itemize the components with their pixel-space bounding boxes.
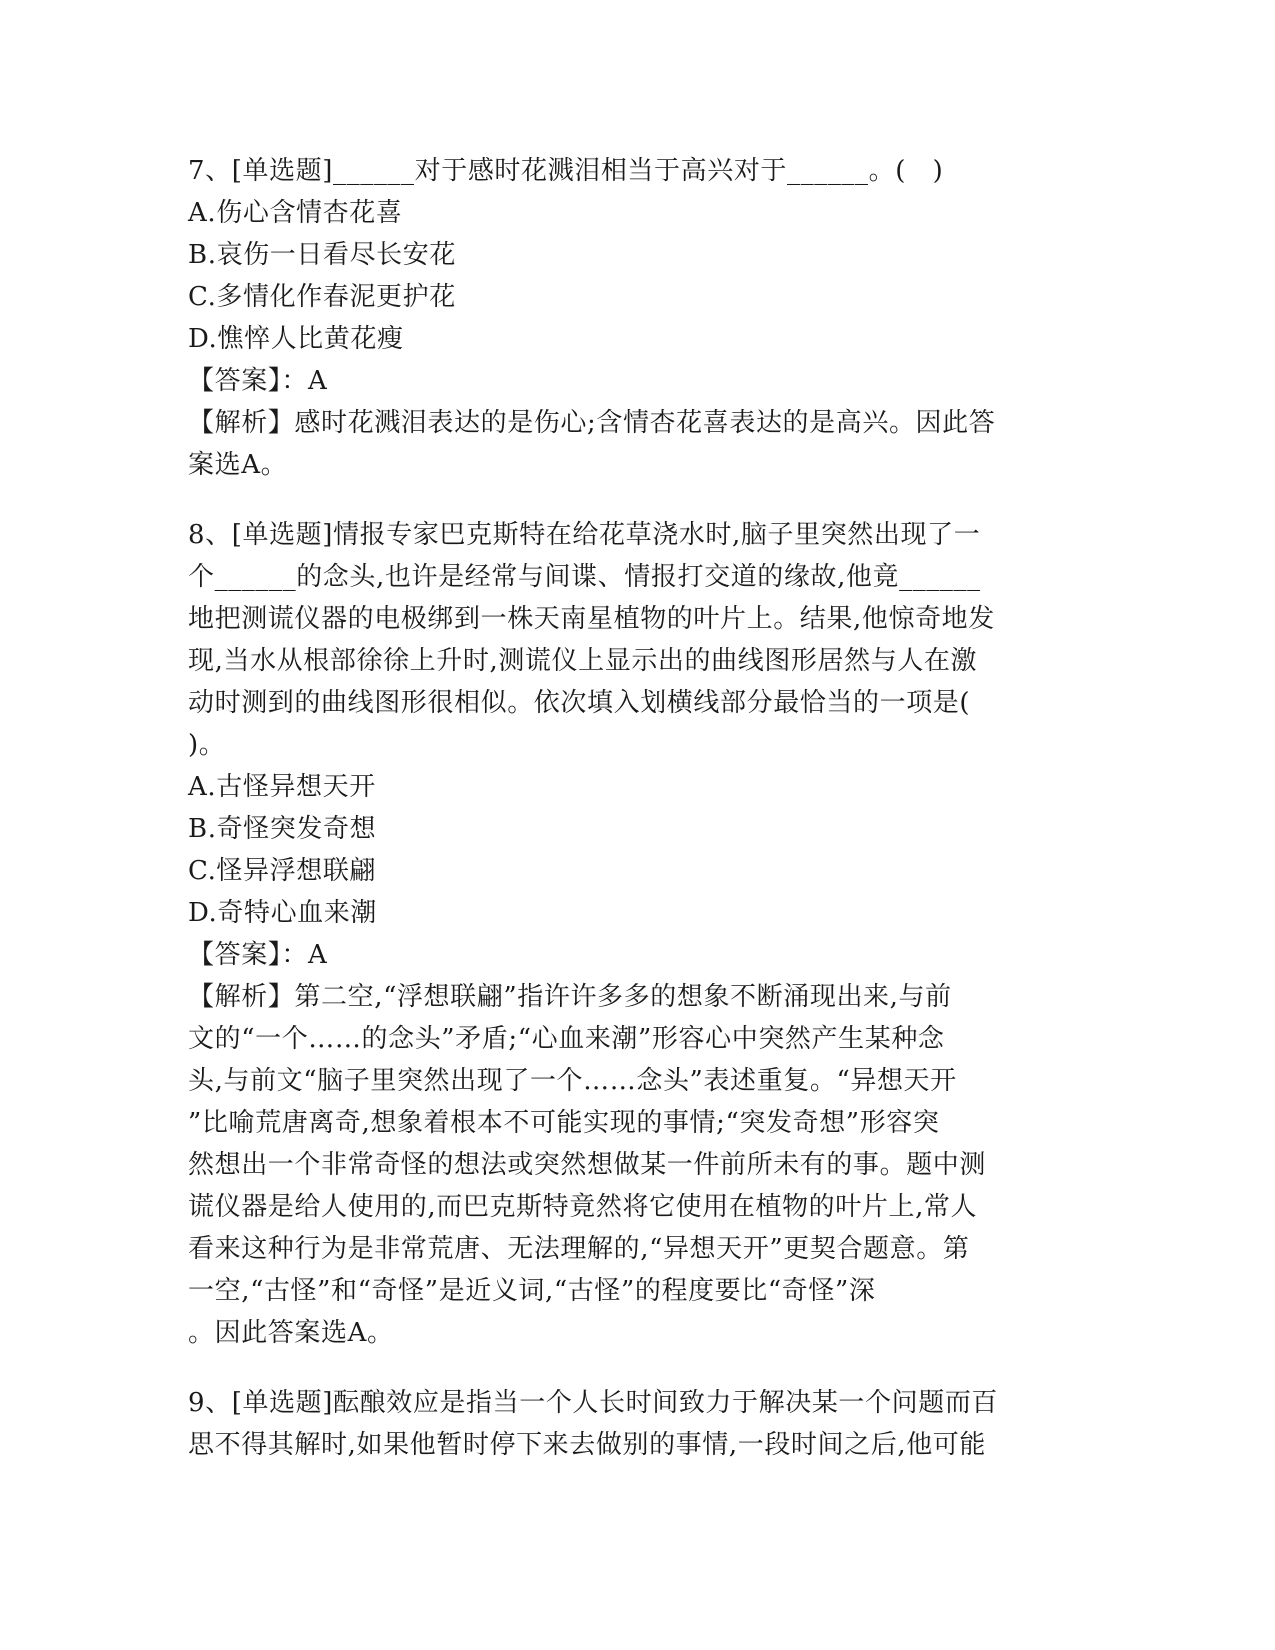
analysis-line: 【解析】第二空,“浮想联翩”指许许多多的想象不断涌现出来,与前 — [188, 982, 952, 1012]
analysis-line: 。因此答案选A。 — [188, 1318, 394, 1348]
question-stem-line: 现,当水从根部徐徐上升时,测谎仪上显示出的曲线图形居然与人在激 — [188, 646, 978, 676]
question-stem-line: )。 — [188, 730, 226, 760]
question-stem-line: 8、[单选题]情报专家巴克斯特在给花草浇水时,脑子里突然出现了一 — [188, 520, 981, 550]
question-9 — [188, 1382, 1088, 1466]
analysis-line: 头,与前文“脑子里突然出现了一个……念头”表述重复。“异想天开 — [188, 1066, 957, 1096]
analysis-line: 谎仪器是给人使用的,而巴克斯特竟然将它使用在植物的叶片上,常人 — [188, 1192, 978, 1222]
question-gap — [188, 486, 1088, 514]
answer-line: 【答案】：A — [188, 940, 328, 970]
question-stem-line: 动时测到的曲线图形很相似。依次填入划横线部分最恰当的一项是( — [188, 688, 971, 718]
analysis-line: ”比喻荒唐离奇,想象着根本不可能实现的事情;“突发奇想”形容突 — [188, 1108, 940, 1138]
analysis-line: 一空,“古怪”和“奇怪”是近义词,“古怪”的程度要比“奇怪”深 — [188, 1276, 876, 1306]
answer-line: 【答案】：A — [188, 366, 328, 396]
option-b: B.哀伤一日看尽长安花 — [188, 240, 456, 270]
analysis-line: 然想出一个非常奇怪的想法或突然想做某一件前所未有的事。题中测 — [188, 1150, 987, 1180]
option-d: D.憔悴人比黄花瘦 — [188, 324, 404, 354]
document-page — [188, 150, 1088, 1466]
option-b: B.奇怪突发奇想 — [188, 814, 377, 844]
option-a: A.伤心含情杏花喜 — [188, 198, 403, 228]
question-stem-line: 9、[单选题]酝酿效应是指当一个人长时间致力于解决某一个问题而百 — [188, 1388, 999, 1418]
analysis-line: 【解析】感时花溅泪表达的是伤心;含情杏花喜表达的是高兴。因此答 — [188, 408, 996, 438]
question-gap — [188, 1354, 1088, 1382]
option-c: C.怪异浮想联翩 — [188, 856, 377, 886]
question-7 — [188, 150, 1088, 486]
option-d: D.奇特心血来潮 — [188, 898, 377, 928]
analysis-line: 案选A。 — [188, 450, 288, 480]
question-stem-line: 思不得其解时,如果他暂时停下来去做别的事情,一段时间之后,他可能 — [188, 1430, 986, 1460]
option-a: A.古怪异想天开 — [188, 772, 376, 802]
question-stem-line: 地把测谎仪器的电极绑到一株天南星植物的叶片上。结果,他惊奇地发 — [188, 604, 995, 634]
question-stem-line: 个______的念头,也许是经常与间谍、情报打交道的缘故,他竟______ — [188, 562, 981, 592]
analysis-line: 看来这种行为是非常荒唐、无法理解的,“异想天开”更契合题意。第 — [188, 1234, 970, 1264]
question-stem-line: 7、[单选题]______对于感时花溅泪相当于高兴对于______。( ) — [188, 156, 944, 186]
analysis-line: 文的“一个……的念头”矛盾;“心血来潮”形容心中突然产生某种念 — [188, 1024, 945, 1054]
option-c: C.多情化作春泥更护花 — [188, 282, 456, 312]
question-8 — [188, 514, 1088, 1354]
